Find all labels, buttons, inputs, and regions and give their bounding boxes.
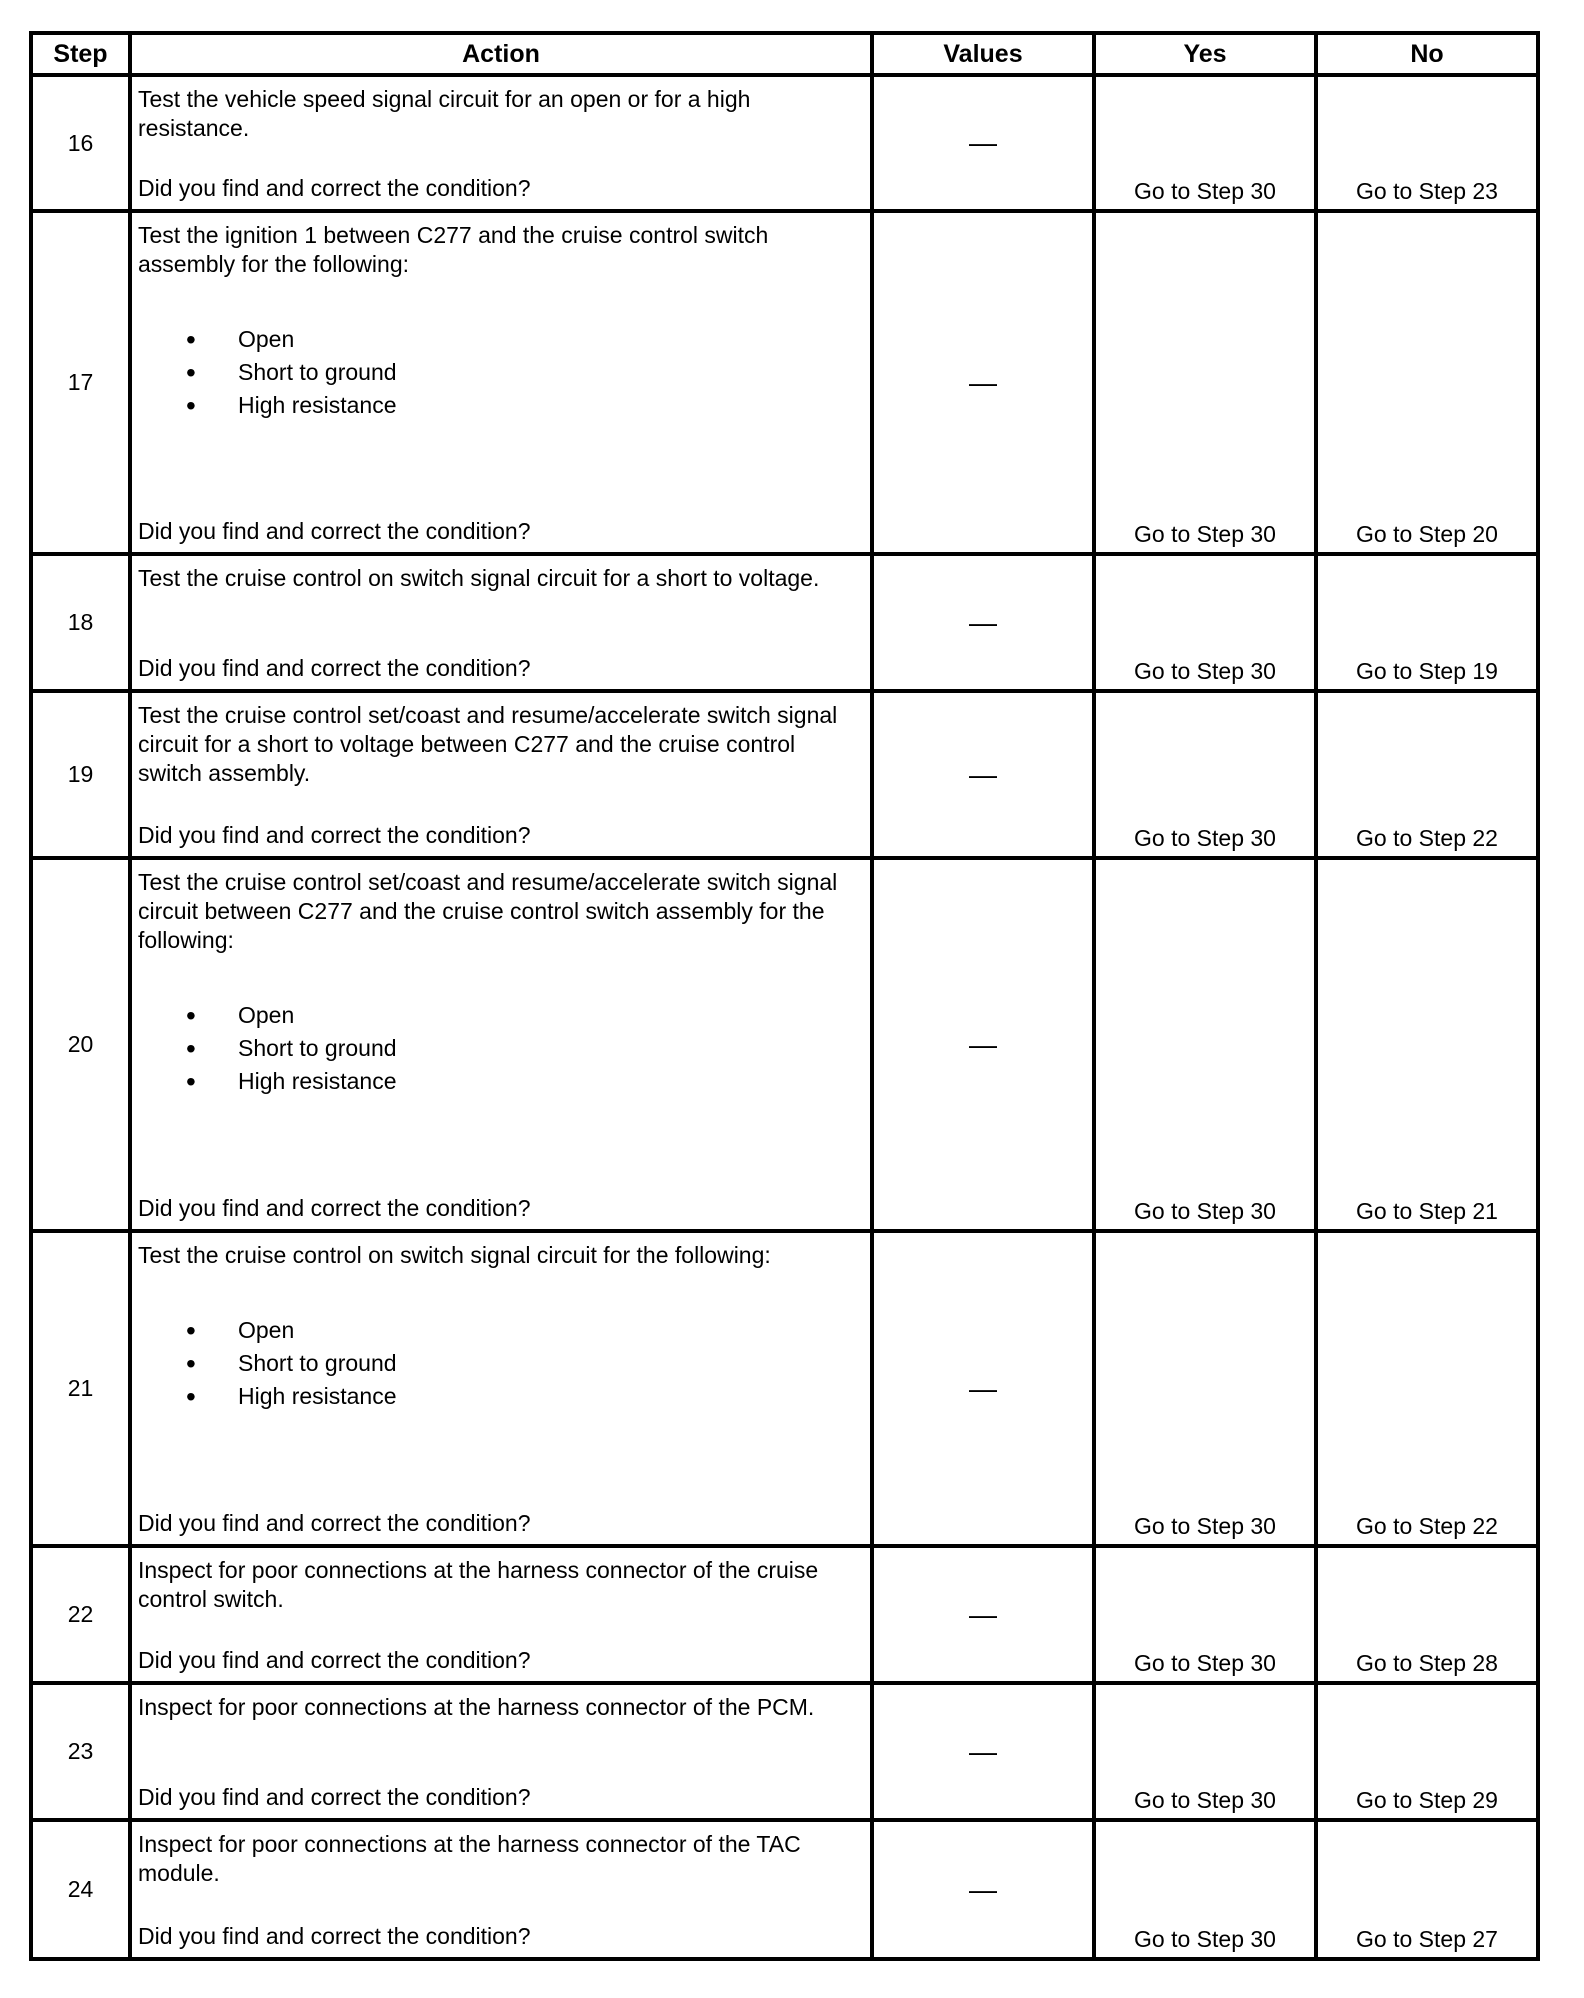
header-yes: Yes <box>1094 33 1316 75</box>
no-cell: Go to Step 29 <box>1316 1683 1538 1820</box>
values-cell: — <box>872 858 1094 1231</box>
action-cell <box>130 691 872 858</box>
action-block <box>138 1693 864 1722</box>
question-text: Did you find and correct the condition? <box>138 655 531 681</box>
step-number: 17 <box>31 211 130 554</box>
table-row <box>31 1231 1538 1546</box>
no-cell: Go to Step 20 <box>1316 211 1538 554</box>
action-text: Inspect for poor connections at the harness connector of the PCM. <box>138 1694 815 1720</box>
condition-list <box>138 323 864 422</box>
step-number: 20 <box>31 858 130 1231</box>
yes-cell: Go to Step 30 <box>1094 1820 1316 1959</box>
header-step: Step <box>31 33 130 75</box>
question-text: Did you find and correct the condition? <box>138 175 531 201</box>
no-cell: Go to Step 21 <box>1316 858 1538 1231</box>
action-cell <box>130 75 872 211</box>
table-row <box>31 691 1538 858</box>
action-block <box>138 1241 864 1413</box>
yes-cell: Go to Step 30 <box>1094 554 1316 691</box>
table-row <box>31 1546 1538 1683</box>
question-text: Did you find and correct the condition? <box>138 518 531 544</box>
values-cell: — <box>872 1231 1094 1546</box>
action-text: Inspect for poor connections at the harness connector of the cruise control switch. <box>138 1557 819 1612</box>
yes-cell: Go to Step 30 <box>1094 211 1316 554</box>
yes-cell: Go to Step 30 <box>1094 858 1316 1231</box>
yes-cell: Go to Step 30 <box>1094 75 1316 211</box>
no-cell: Go to Step 22 <box>1316 1231 1538 1546</box>
condition-list <box>138 999 864 1098</box>
values-cell: — <box>872 1683 1094 1820</box>
header-action: Action <box>130 33 872 75</box>
action-block <box>138 701 864 788</box>
step-number: 21 <box>31 1231 130 1546</box>
action-block <box>138 221 864 422</box>
action-cell <box>130 554 872 691</box>
condition-item: • High resistance <box>238 1380 864 1413</box>
action-text: Inspect for poor connections at the harness connector of the TAC module. <box>138 1831 801 1886</box>
no-cell: Go to Step 23 <box>1316 75 1538 211</box>
yes-cell: Go to Step 30 <box>1094 691 1316 858</box>
condition-item: • Open <box>238 323 864 356</box>
action-block <box>138 868 864 1098</box>
step-number: 19 <box>31 691 130 858</box>
action-cell <box>130 1683 872 1820</box>
condition-item: • Short to ground <box>238 356 864 389</box>
question-text: Did you find and correct the condition? <box>138 1784 531 1810</box>
condition-item: • Short to ground <box>238 1032 864 1065</box>
values-cell: — <box>872 75 1094 211</box>
action-block <box>138 85 864 143</box>
step-number: 22 <box>31 1546 130 1683</box>
action-text: Test the cruise control set/coast and resume/accelerate switch signal circuit between C277 and the cruise control switch assembly for the following: <box>138 869 838 953</box>
table-row <box>31 1683 1538 1820</box>
action-cell <box>130 211 872 554</box>
values-cell: — <box>872 211 1094 554</box>
action-cell <box>130 858 872 1231</box>
no-cell: Go to Step 19 <box>1316 554 1538 691</box>
condition-list <box>138 1314 864 1413</box>
no-cell: Go to Step 27 <box>1316 1820 1538 1959</box>
action-cell <box>130 1820 872 1959</box>
question-text: Did you find and correct the condition? <box>138 822 531 848</box>
step-number: 18 <box>31 554 130 691</box>
no-cell: Go to Step 22 <box>1316 691 1538 858</box>
values-cell: — <box>872 691 1094 858</box>
condition-item: • Short to ground <box>238 1347 864 1380</box>
header-no: No <box>1316 33 1538 75</box>
question-text: Did you find and correct the condition? <box>138 1647 531 1673</box>
action-block <box>138 1830 864 1888</box>
table-row <box>31 211 1538 554</box>
action-cell <box>130 1231 872 1546</box>
question-text: Did you find and correct the condition? <box>138 1195 531 1221</box>
yes-cell: Go to Step 30 <box>1094 1231 1316 1546</box>
no-cell: Go to Step 28 <box>1316 1546 1538 1683</box>
question-text: Did you find and correct the condition? <box>138 1510 531 1536</box>
action-text: Test the cruise control set/coast and resume/accelerate switch signal circuit for a short to voltage between C277 and the cruise control switch assembly. <box>138 702 838 786</box>
header-row <box>31 33 1538 75</box>
table-row <box>31 75 1538 211</box>
action-block <box>138 564 864 593</box>
yes-cell: Go to Step 30 <box>1094 1683 1316 1820</box>
values-cell: — <box>872 554 1094 691</box>
values-cell: — <box>872 1820 1094 1959</box>
table-row <box>31 554 1538 691</box>
diagnostic-steps-table <box>29 31 1540 1961</box>
action-text: Test the cruise control on switch signal circuit for a short to voltage. <box>138 565 820 591</box>
condition-item: • High resistance <box>238 1065 864 1098</box>
condition-item: • High resistance <box>238 389 864 422</box>
question-text: Did you find and correct the condition? <box>138 1923 531 1949</box>
action-text: Test the vehicle speed signal circuit for an open or for a high resistance. <box>138 86 751 141</box>
step-number: 23 <box>31 1683 130 1820</box>
table-row <box>31 858 1538 1231</box>
values-cell: — <box>872 1546 1094 1683</box>
action-text: Test the ignition 1 between C277 and the cruise control switch assembly for the following: <box>138 222 769 277</box>
action-cell <box>130 1546 872 1683</box>
yes-cell: Go to Step 30 <box>1094 1546 1316 1683</box>
step-number: 16 <box>31 75 130 211</box>
table-row <box>31 1820 1538 1959</box>
action-block <box>138 1556 864 1614</box>
condition-item: • Open <box>238 999 864 1032</box>
step-number: 24 <box>31 1820 130 1959</box>
header-values: Values <box>872 33 1094 75</box>
condition-item: • Open <box>238 1314 864 1347</box>
action-text: Test the cruise control on switch signal circuit for the following: <box>138 1242 771 1268</box>
